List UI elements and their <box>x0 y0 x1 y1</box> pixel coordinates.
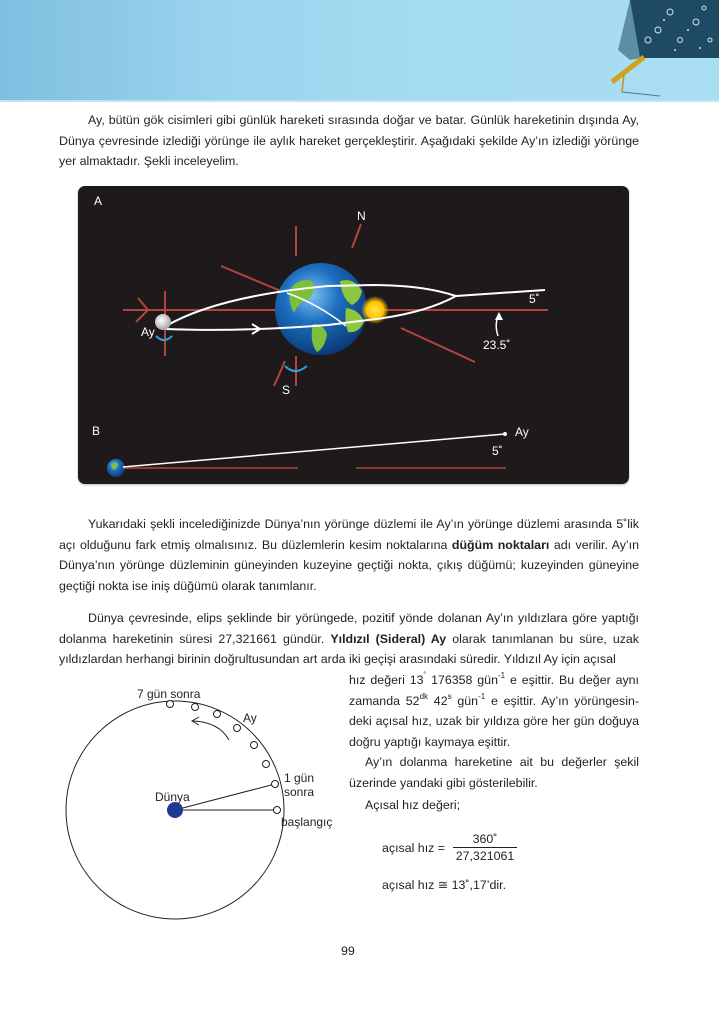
angular-value-heading: Açısal hız değeri; <box>365 798 461 812</box>
formula-denominator: 27,321061 <box>453 847 517 863</box>
formula-result: açısal hız ≅ 13˚,17’dir. <box>382 878 507 892</box>
north-label: N <box>357 209 366 223</box>
south-label: S <box>282 383 291 397</box>
sidereal-paragraph <box>59 608 639 670</box>
earth-label: Dünya <box>155 790 190 804</box>
second-sup: s <box>447 691 452 701</box>
moon-label-b: Ay <box>515 425 529 439</box>
moon-orbit-illustration <box>78 186 629 484</box>
formula-fraction <box>453 832 517 863</box>
one-day-label-line1: 1 gün <box>284 771 315 785</box>
angular-speed-paragraph <box>349 670 639 752</box>
text: 42 <box>428 693 448 708</box>
formula-lhs: açısal hız = <box>382 841 446 855</box>
minute-sup: dk <box>419 691 429 701</box>
sidereal-term: Yıldızıl (Sideral) Ay <box>330 631 447 646</box>
sidereal-text-1: Dünya çevresinde, elips şeklinde bir yörüngede, pozitif yönde dolanan Ay’ın yıldızlara göre yaptığı dolanma hareketinin süresi 27,321661 gündür. <box>59 611 639 646</box>
panel-b-label: B <box>92 424 101 438</box>
orbit-circle-illustration <box>55 680 355 920</box>
moon-label: Ay <box>243 711 257 725</box>
text: deki açısal hız, uzak bir yıldıza göre her gün doğuya doğru yaptığı kaymaya eşittir. <box>349 714 639 749</box>
text: e eşittir. Bu değer aynı <box>505 673 640 687</box>
sidereal-text-2: olarak tanımlanan bu süre, uzak yıldızlardan herhangi birinin doğrultusundan art arda iki geçişi arasındaki süredir. Yıldızıl Ay için açısal <box>59 631 639 666</box>
exponent-sup: -1 <box>478 691 486 701</box>
daily-moon-motion-diagram <box>55 680 355 920</box>
nodes-text-2: adı verilir. Ay’ın Dünya’nın yörünge düzleminin güneyinden kuzeyine geçtiği nokta, çıkış düğümü; kuzeyinden güneyine geçtiği nokta ise iniş düğümü olarak tanımlanır. <box>59 537 639 593</box>
formula-numerator: 360˚ <box>472 832 498 846</box>
diagram-intro-paragraph: Ay’ın dolanma hareketine ait bu değerler şekil üzerinde yandaki gibi gösterilebilir. <box>349 755 639 790</box>
intro-paragraph: Ay, bütün gök cisimleri gibi günlük hareketi sırasında doğar ve batar. Günlük hareketinin dışında Ay, Dünya çevresinde izlediği yörünge ile aylık hareket gerçekleştirir. Aşağıdaki şekilde Ay’ın izlediği yörünge yer almaktadır. Şekli inceleyelim. <box>59 113 639 168</box>
axis-tilt-label: 23.5˚ <box>483 338 511 352</box>
angle-5-label-a: 5˚ <box>529 292 540 306</box>
text: 176358 gün <box>426 673 498 687</box>
nodes-text-1: Yukarıdaki şekli incelediğinizde Dünya’nın yörünge düzlemi ile Ay’ın yörünge düzlemi arasında 5˚lik açı olduğunu fark etmiş olmalısınız. Bu düzlemlerin kesim noktalarına <box>59 517 639 552</box>
moon-label-a: Ay <box>141 325 155 339</box>
seven-days-label: 7 gün sonra <box>137 687 201 701</box>
exponent-sup: -1 <box>497 671 506 680</box>
degree-sup: ˚ <box>423 671 427 680</box>
text: zamanda 52 <box>349 693 420 708</box>
nodes-paragraph <box>59 514 639 596</box>
page-number: 99 <box>341 944 355 958</box>
moon-orbit-figure <box>78 186 629 484</box>
text: gün <box>451 693 479 708</box>
panel-a-label: A <box>94 194 103 208</box>
start-label: başlangıç <box>281 815 333 829</box>
text: e eşittir. Ay’ın yörüngesin- <box>485 693 639 708</box>
nodes-term: düğüm noktaları <box>451 537 550 552</box>
telescope-icon <box>600 0 719 100</box>
header-divider <box>0 100 719 102</box>
angle-5-label-b: 5˚ <box>492 444 503 458</box>
text: hız değeri 13 <box>349 673 424 687</box>
one-day-label-line2: sonra <box>284 785 315 799</box>
